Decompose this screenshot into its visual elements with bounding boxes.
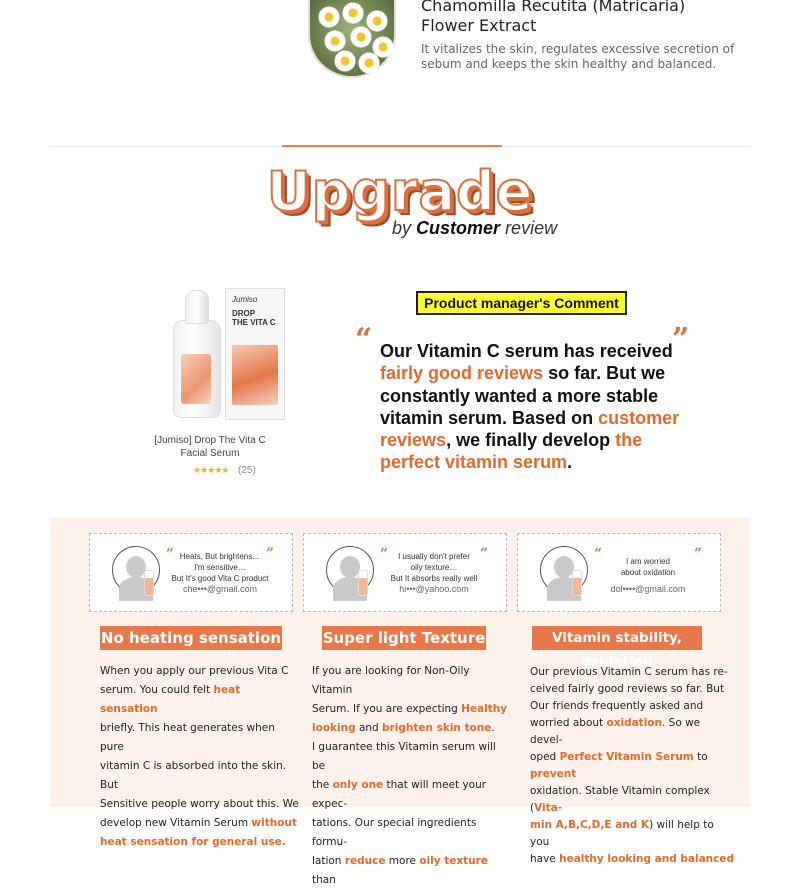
feature-text: . So we devel- — [530, 717, 701, 746]
review-quote-line: But It's good Vita C product — [171, 574, 269, 583]
feature-text: than — [312, 874, 336, 886]
feature-line: Our previous Vitamin C serum has re- — [530, 666, 728, 678]
feature-text: ) will help to you — [530, 819, 714, 848]
bottle-label — [181, 354, 211, 404]
feature-line — [530, 749, 735, 783]
pm-highlight-1: fairly good reviews — [380, 363, 544, 384]
feature-line — [312, 776, 512, 814]
feature-text: serum. You could felt — [100, 684, 214, 696]
feature-highlight: min A,B,C,D,E and K — [530, 819, 650, 831]
upgrade-sub-review: review — [505, 218, 558, 238]
ingredient-desc-line-2: sebum and keeps the skin healthy and balanced. — [421, 57, 717, 71]
upgrade-sub-by: by — [392, 218, 412, 238]
feature-text: to — [693, 751, 708, 763]
feature-line — [530, 817, 735, 851]
feature-line: Sensitive people worry about this. We — [100, 798, 299, 810]
feature-highlight: Healthy — [461, 703, 508, 715]
review-card — [89, 533, 293, 612]
review-open-quote-icon: “ — [594, 546, 603, 562]
star-rating-icon: ★★★★★ — [193, 465, 229, 475]
feature-line: ceived fairly good reviews so far. But — [530, 683, 725, 695]
product-box — [225, 288, 285, 420]
pm-text-4: . — [567, 452, 573, 473]
feature-text: oped — [530, 751, 560, 763]
pm-text-1: Our Vitamin C serum has received — [380, 341, 673, 361]
feature-line — [530, 783, 735, 817]
pm-highlight-3: the perfect vitamin serum — [380, 430, 643, 473]
mini-bottle-icon — [572, 570, 582, 596]
review-quote-line: oily texture… — [410, 563, 458, 572]
review-quote-line: Heats, But brightens… — [179, 552, 261, 561]
review-card — [517, 533, 721, 612]
feature-line: I guarantee this Vitamin serum will be — [312, 741, 496, 772]
feature-line — [312, 700, 512, 719]
upgrade-sub-customer: Customer — [416, 218, 501, 238]
pm-comment-badge: Product manager's Comment — [416, 291, 627, 315]
review-card — [303, 533, 507, 612]
feature-text: worried about — [530, 717, 607, 729]
feature-line: Our friends frequently asked and — [530, 700, 704, 712]
feature-text: and — [355, 722, 383, 734]
mini-bottle-icon — [358, 570, 368, 596]
review-quote — [170, 551, 270, 584]
feature-line — [312, 852, 512, 890]
feature-line: briefly. This heat generates when pure — [100, 722, 275, 753]
feature-text: have — [530, 853, 560, 865]
product-name-line-1: [Jumiso] Drop The Vita C — [154, 435, 266, 446]
review-quote — [598, 556, 698, 578]
feature-line: vitamin C is absorbed into the skin. But — [100, 760, 287, 791]
review-close-quote-icon: ” — [265, 546, 274, 562]
feature-highlight: Vita- — [534, 802, 563, 814]
box-brand: Jumiso — [232, 295, 258, 304]
feature-text: oxidation. Stable Vitamin complex ( — [530, 785, 710, 814]
feature-line — [100, 814, 300, 833]
feature-line — [100, 833, 300, 852]
feature-line — [100, 681, 300, 719]
ingredient-name — [421, 0, 791, 36]
pm-text-2: so far. But we constantly wanted a more stable vitamin serum. Based on — [380, 363, 666, 428]
feature-text: more — [385, 855, 420, 867]
feature-highlight: reduce — [344, 855, 386, 867]
box-title-line-1: DROP — [232, 309, 256, 318]
feature-highlight: healthy looking and balanced — [559, 853, 734, 865]
review-quote-line: I'm sensitive… — [194, 563, 246, 572]
feature-line: When you apply our previous Vita C — [100, 665, 289, 677]
feature-text: that will meet your expec- — [312, 779, 487, 810]
pm-highlight-2: customer reviews — [380, 407, 680, 451]
feature-line — [530, 715, 735, 749]
upgrade-title: Upgrade — [266, 160, 534, 223]
feature-highlight: Perfect Vitamin Serum — [559, 751, 694, 763]
feature-highlight: oily texture — [419, 855, 488, 867]
product-name-line-2: Facial Serum — [180, 448, 240, 459]
review-quote-line: But It absorbs really well — [390, 574, 478, 583]
review-quote-line: I am worried — [625, 557, 670, 566]
review-quote — [384, 551, 484, 584]
feature-line — [530, 851, 735, 868]
feature-highlight: looking — [312, 722, 356, 734]
feature-title-light-texture: Super light Texture — [322, 626, 486, 650]
section-divider-accent — [282, 145, 502, 147]
reviewer-email: hi•••@yahoo.com — [399, 584, 469, 594]
feature-body-stability — [530, 664, 735, 868]
mini-bottle-icon — [144, 570, 154, 596]
box-title — [232, 309, 282, 327]
box-title-line-2: THE VITA C — [232, 318, 276, 327]
feature-text: lation — [312, 855, 345, 867]
feature-text: . — [491, 722, 495, 734]
review-close-quote-icon: ” — [479, 546, 488, 562]
chamomile-flower-image — [308, 0, 396, 78]
pm-comment-text — [380, 340, 700, 474]
pm-text-3: , we finally develop — [446, 430, 616, 451]
feature-highlight: prevent — [530, 768, 577, 780]
feature-highlight: heat sensation for general use. — [100, 836, 286, 848]
reviewer-email: dol••••@gmail.com — [610, 584, 686, 594]
ingredient-description — [421, 42, 791, 72]
feature-text: develop new Vitamin Serum — [100, 817, 252, 829]
ingredient-name-line-1: Chamomilla Recutita (Matricaria) — [421, 0, 686, 15]
open-quote-icon: “ — [355, 322, 373, 357]
ingredient-desc-line-1: It vitalizes the skin, regulates excessive secretion of — [421, 42, 735, 56]
close-quote-icon: ” — [672, 322, 690, 357]
feature-title-stability: Vitamin stability, oxidation — [532, 626, 702, 650]
feature-highlight: only one — [332, 779, 384, 791]
feature-line — [312, 719, 512, 738]
review-close-quote-icon: ” — [693, 546, 702, 562]
feature-line: tations. Our special ingredients formu- — [312, 817, 477, 848]
review-open-quote-icon: “ — [166, 546, 175, 562]
feature-text: the — [312, 779, 333, 791]
ingredient-name-line-2: Flower Extract — [421, 16, 537, 35]
feature-highlight: heat sensation — [100, 684, 241, 715]
feature-highlight: without — [251, 817, 297, 829]
bottle-dropper-cap — [185, 290, 209, 324]
feature-title-no-heating: No heating sensation — [100, 626, 282, 650]
review-count: (25) — [238, 465, 256, 476]
box-illustration — [232, 345, 278, 405]
upgrade-subtitle — [392, 218, 557, 239]
feature-text: Serum. If you are expecting — [312, 703, 462, 715]
feature-highlight: brighten skin tone — [382, 722, 492, 734]
review-open-quote-icon: “ — [380, 546, 389, 562]
feature-line: If you are looking for Non-Oily Vitamin — [312, 665, 470, 696]
feature-body-light-texture — [312, 662, 512, 890]
review-quote-line: about oxidation — [620, 568, 676, 577]
reviewer-email: che•••@gmail.com — [182, 584, 258, 594]
product-image — [165, 288, 285, 423]
feature-highlight: oxidation — [606, 717, 662, 729]
review-quote-line: I usually don't prefer — [398, 552, 470, 561]
product-name[interactable] — [120, 434, 300, 460]
feature-body-no-heating — [100, 662, 300, 852]
